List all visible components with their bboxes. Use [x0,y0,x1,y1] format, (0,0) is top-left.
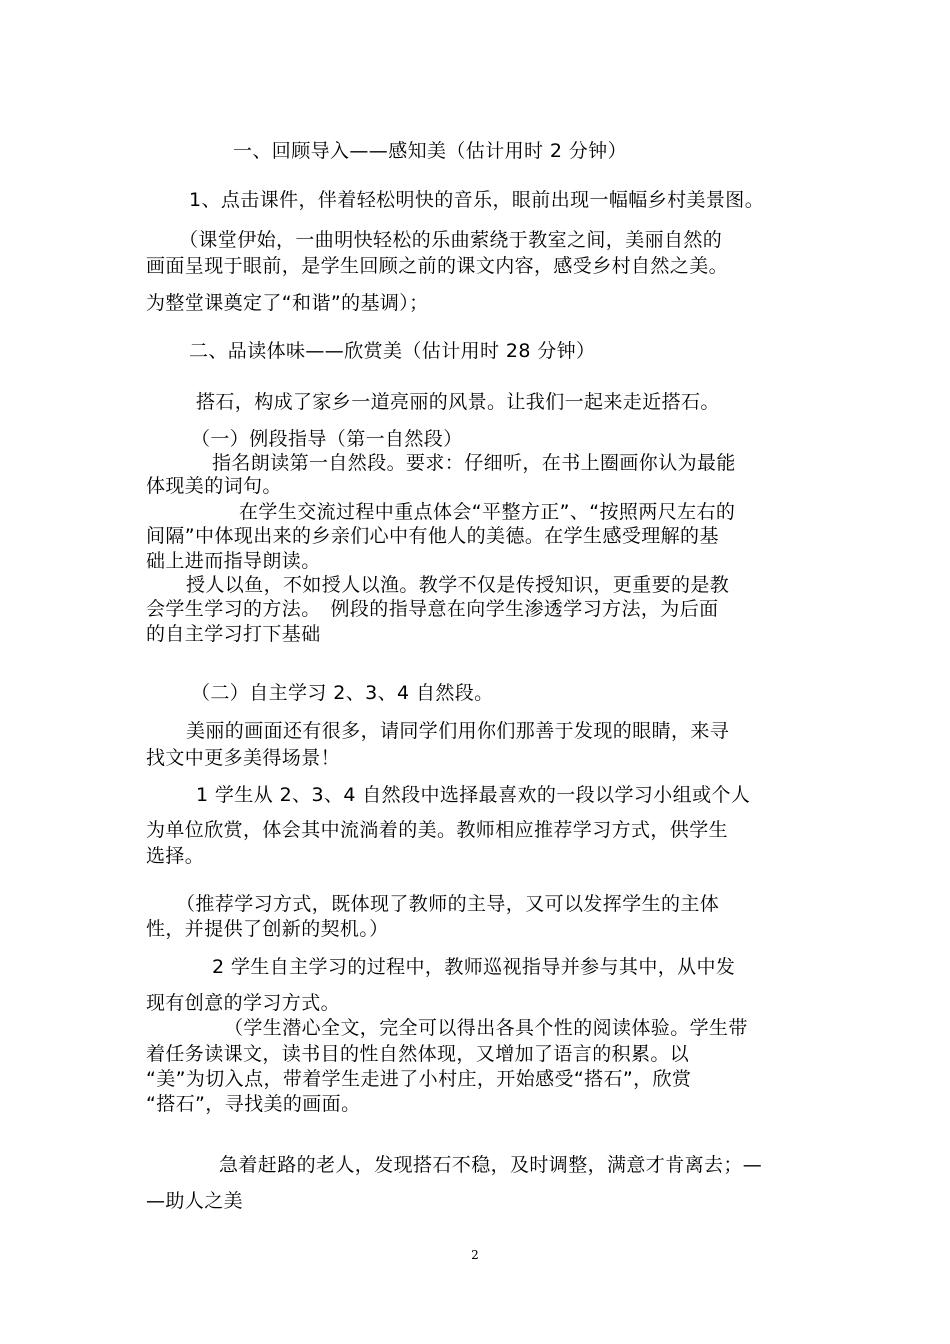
section-heading-2: 二、品读体味——欣赏美（估计用时 28 分钟） [189,340,596,362]
subsection-heading-1: （一）例段指导（第一自然段） [191,428,463,450]
page-number: 2 [471,1248,479,1262]
paragraph-line: “搭石”，寻找美的画面。 [146,1093,361,1115]
paragraph-line: 现有创意的学习方式。 [146,992,341,1014]
paragraph-line: 2 学生自主学习的过程中，教师巡视指导并参与其中，从中发 [212,956,736,978]
paragraph-line: 会学生学习的方法。 例段的指导意在向学生渗透学习方法，为后面 [146,598,719,620]
paragraph-line: 急着赶路的老人，发现搭石不稳，及时调整，满意才肯离去；— [219,1154,763,1176]
paragraph-line: 着任务读课文，读书目的性自然体现，又增加了语言的积累。以 [146,1043,690,1065]
paragraph-line: 授人以鱼，不如授人以渔。教学不仅是传授知识，更重要的是教 [186,574,730,596]
paragraph-line: 1 学生从 2、3、4 自然段中选择最喜欢的一段以学习小组或个人 [196,784,751,806]
paragraph-line: 美丽的画面还有很多，请同学们用你们那善于发现的眼睛，来寻 [186,720,730,742]
paragraph-line: 选择。 [146,845,205,867]
subsection-heading-2: （二）自主学习 2、3、4 自然段。 [191,682,494,704]
paragraph-line: 础上进而指导朗读。 [146,550,321,572]
paragraph-line: 的自主学习打下基础 [146,623,321,645]
paragraph-line: 间隔”中体现出来的乡亲们心中有他人的美德。在学生感受理解的基 [146,525,719,547]
paragraph-line: （推荐学习方式，既体现了教师的主导，又可以发挥学生的主体 [176,893,720,915]
section-heading-1: 一、回顾导入——感知美（估计用时 2 分钟） [233,140,627,162]
paragraph-line: 为单位欣赏，体会其中流淌着的美。教师相应推荐学习方式，供学生 [146,819,729,841]
paragraph-line: “美”为切入点，带着学生走进了小村庄，开始感受“搭石”，欣赏 [146,1068,692,1090]
paragraph-line: （课堂伊始，一曲明快轻松的乐曲萦绕于教室之间，美丽自然的 [179,229,723,251]
paragraph-line: 1、点击课件，伴着轻松明快的音乐，眼前出现一幅幅乡村美景图。 [189,189,765,211]
paragraph-line: 找文中更多美得场景！ [146,747,341,769]
paragraph-line: —助人之美 [146,1190,244,1212]
paragraph-line: 指名朗读第一自然段。要求：仔细听，在书上圈画你认为最能 [212,452,736,474]
paragraph-line: 为整堂课奠定了“和谐”的基调）； [146,292,429,314]
paragraph-line: 搭石，构成了家乡一道亮丽的风景。让我们一起来走近搭石。 [196,391,720,413]
paragraph-line: 体现美的词句。 [146,475,282,497]
paragraph-line: 画面呈现于眼前，是学生回顾之前的课文内容，感受乡村自然之美。 [146,255,729,277]
paragraph-line: 性，并提供了创新的契机。） [146,918,389,940]
paragraph-line: （学生潜心全文，完全可以得出各具个性的阅读体验。学生带 [224,1017,748,1039]
paragraph-line: 在学生交流过程中重点体会“平整方正”、“按照两尺左右的 [239,501,736,523]
